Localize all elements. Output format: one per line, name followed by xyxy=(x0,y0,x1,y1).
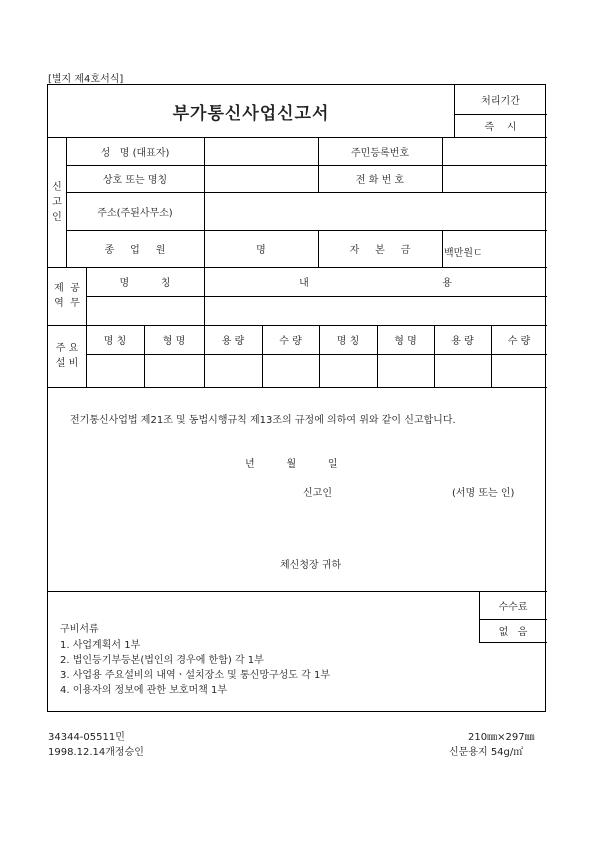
approval-date: 1998.12.14개정승인 xyxy=(48,747,144,758)
form-number-label: [별지 제4호서식] xyxy=(48,74,124,85)
service-name-header: 명 칭 xyxy=(119,278,171,289)
required-document-item: 1. 사업계획서 1부 xyxy=(60,640,141,651)
employees-unit: 명 xyxy=(256,245,266,256)
address-label: 주소(주된사무소) xyxy=(97,207,173,219)
equipment-entry-row[interactable] xyxy=(87,355,546,386)
employees-label: 종 업 원 xyxy=(104,245,166,256)
resident-number-label: 주민등록번호 xyxy=(351,147,409,159)
fee-label: 수수료 xyxy=(498,601,528,613)
required-document-item: 3. 사업용 주요설비의 내역ㆍ설치장소 및 통신망구성도 각 1부 xyxy=(60,670,330,681)
company-name-field[interactable] xyxy=(205,166,317,191)
service-content-header: 내 용 xyxy=(299,278,452,289)
equipment-section-label: 주 요 설 비 xyxy=(55,343,79,369)
capital-unit: 백만원ㄷ xyxy=(444,248,483,259)
service-section-label: 제 공 역 무 xyxy=(54,283,80,309)
line xyxy=(48,591,547,592)
form-code: 34344-05511민 xyxy=(48,732,125,743)
name-field[interactable] xyxy=(205,138,317,164)
phone-label: 전 화 번 호 xyxy=(355,175,405,186)
equipment-header-quantity-1: 수 량 xyxy=(279,336,302,347)
equipment-header-name-2: 명 칭 xyxy=(336,336,360,347)
line xyxy=(479,642,547,643)
date-line: 년 월 일 xyxy=(245,459,338,470)
equipment-header-name-1: 명 칭 xyxy=(103,336,127,347)
declaration-text: 전기통신사업법 제21조 및 동법시행규칙 제13조의 규정에 의하여 위와 같이 신고합니다. xyxy=(70,415,456,426)
service-name-field[interactable] xyxy=(87,297,203,324)
equipment-header-model-2: 형 명 xyxy=(394,336,417,347)
signature-note: (서명 또는 인) xyxy=(452,488,515,499)
report-form xyxy=(47,84,546,712)
equipment-header-model-1: 형 명 xyxy=(162,336,186,347)
form-title: 부가통신사업신고서 xyxy=(172,103,330,124)
capital-label: 자 본 금 xyxy=(349,245,411,256)
addressee: 체신청장 귀하 xyxy=(280,560,342,571)
signer-label: 신고인 xyxy=(303,488,332,499)
paper-size: 210㎜×297㎜ xyxy=(468,732,535,743)
company-name-label: 상호 또는 명칭 xyxy=(102,175,168,186)
equipment-header-capacity-2: 용 량 xyxy=(451,336,474,347)
required-document-item: 2. 법인등기부등본(법인의 경우에 한함) 각 1부 xyxy=(60,655,264,666)
paper-type: 신문용지 54g/㎡ xyxy=(449,747,524,758)
address-field[interactable] xyxy=(205,193,546,229)
resident-number-field[interactable] xyxy=(443,138,546,164)
line xyxy=(48,387,547,388)
processing-period-label: 처리기간 xyxy=(481,96,520,107)
service-content-field[interactable] xyxy=(205,297,546,324)
equipment-header-capacity-1: 용 량 xyxy=(221,336,245,347)
required-document-item: 4. 이용자의 정보에 관한 보호머책 1부 xyxy=(60,685,228,696)
name-label: 성 명 (대표자) xyxy=(100,147,170,159)
required-documents-title: 구비서류 xyxy=(60,624,99,635)
equipment-header-quantity-2: 수 량 xyxy=(507,336,531,347)
fee-value: 없 음 xyxy=(498,627,528,638)
processing-period-value: 즉 시 xyxy=(484,122,517,133)
applicant-section-label: 신 고 인 xyxy=(52,181,62,223)
phone-field[interactable] xyxy=(443,166,546,191)
line xyxy=(442,230,443,267)
